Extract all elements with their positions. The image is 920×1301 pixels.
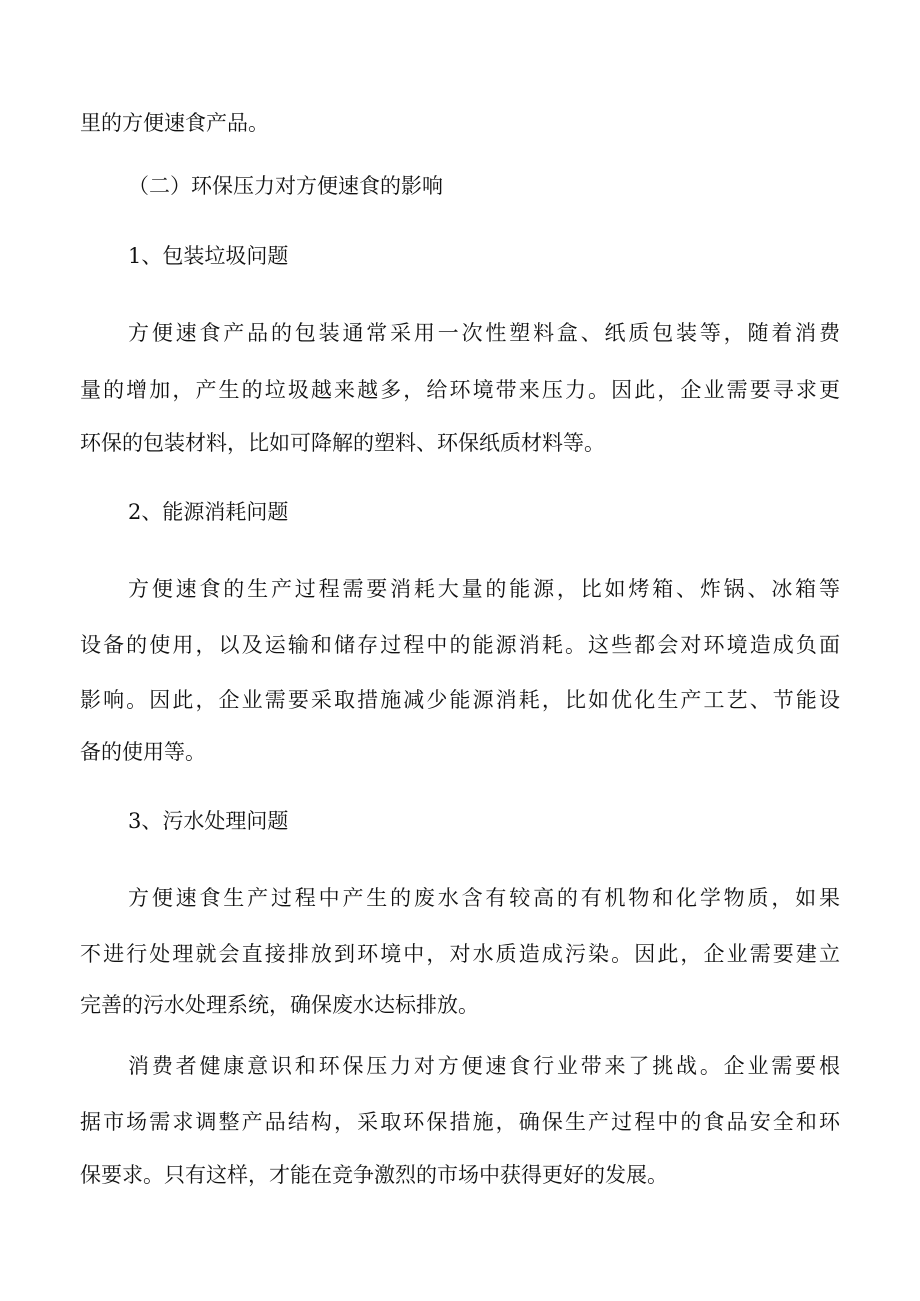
paragraph-line: 消费者健康意识和环保压力对方便速食行业带来了挑战。企业需要根 xyxy=(128,1054,840,1078)
subsection-heading: 1、包装垃圾问题 xyxy=(128,244,289,268)
paragraph-line: 备的使用等。 xyxy=(80,740,206,764)
paragraph-line: 里的方便速食产品。 xyxy=(80,111,269,135)
paragraph-line: 设备的使用，以及运输和储存过程中的能源消耗。这些都会对环境造成负面 xyxy=(80,633,840,657)
subsection-heading: 3、污水处理问题 xyxy=(128,809,289,833)
paragraph-line: 方便速食生产过程中产生的废水含有较高的有机物和化学物质，如果 xyxy=(128,886,840,910)
paragraph-line: 据市场需求调整产品结构，采取环保措施，确保生产过程中的食品安全和环 xyxy=(80,1110,840,1134)
paragraph-line: 保要求。只有这样，才能在竞争激烈的市场中获得更好的发展。 xyxy=(80,1163,668,1187)
paragraph-line: 完善的污水处理系统，确保废水达标排放。 xyxy=(80,993,479,1017)
section-heading: （二）环保压力对方便速食的影响 xyxy=(128,174,443,198)
subsection-heading: 2、能源消耗问题 xyxy=(128,500,289,524)
paragraph-line: 量的增加，产生的垃圾越来越多，给环境带来压力。因此，企业需要寻求更 xyxy=(80,378,840,402)
paragraph-line: 方便速食的生产过程需要消耗大量的能源，比如烤箱、炸锅、冰箱等 xyxy=(128,577,840,601)
paragraph-line: 影响。因此，企业需要采取措施减少能源消耗，比如优化生产工艺、节能设 xyxy=(80,688,840,712)
paragraph-line: 不进行处理就会直接排放到环境中，对水质造成污染。因此，企业需要建立 xyxy=(80,942,840,966)
paragraph-line: 环保的包装材料，比如可降解的塑料、环保纸质材料等。 xyxy=(80,431,605,455)
paragraph-line: 方便速食产品的包装通常采用一次性塑料盒、纸质包装等，随着消费 xyxy=(128,321,840,345)
